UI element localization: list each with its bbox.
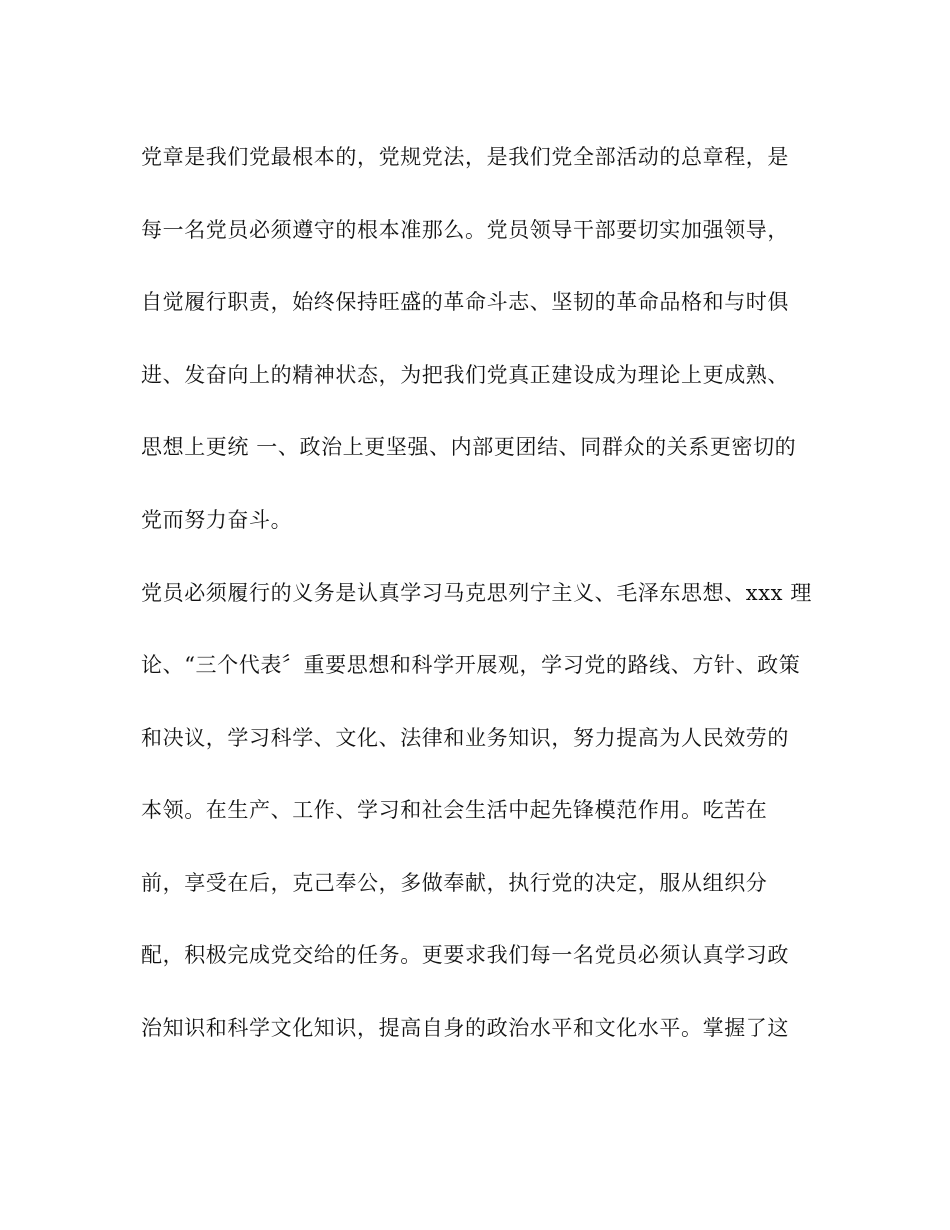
text-line: 党而努力奋斗。 — [141, 508, 293, 532]
text-line: 进、发奋向上的精神状态，为把我们党真正建设成为理论上更成熟、 — [141, 363, 789, 387]
text-line: 治知识和科学文化知识，提高自身的政治水平和文化水平。掌握了这 — [141, 1016, 789, 1040]
text-line: 论、“三个代表〞重要思想和科学开展观，学习党的路线、方针、政策 — [141, 653, 801, 677]
text-line: 每一名党员必须遵守的根本准那么。党员领导干部要切实加强领导， — [141, 218, 789, 242]
text-line: 配，积极完成党交给的任务。更要求我们每一名党员必须认真学习政 — [141, 943, 789, 967]
text-line: 党员必须履行的义务是认真学习马克思列宁主义、毛泽东思想、xxx 理 — [141, 581, 813, 605]
text-line: 党章是我们党最根本的，党规党法，是我们党全部活动的总章程，是 — [141, 145, 789, 169]
text-line: 和决议，学习科学、文化、法律和业务知识，努力提高为人民效劳的 — [141, 726, 789, 750]
text-line: 思想上更统 一、政治上更坚强、内部更团结、同群众的关系更密切的 — [141, 435, 797, 459]
text-line: 自觉履行职责，始终保持旺盛的革命斗志、坚韧的革命品格和与时俱 — [141, 290, 789, 314]
text-line: 本领。在生产、工作、学习和社会生活中起先锋模范作用。吃苦在 — [141, 798, 768, 822]
text-line: 前，享受在后，克己奉公，多做奉献，执行党的决定，服从组织分 — [141, 871, 768, 895]
